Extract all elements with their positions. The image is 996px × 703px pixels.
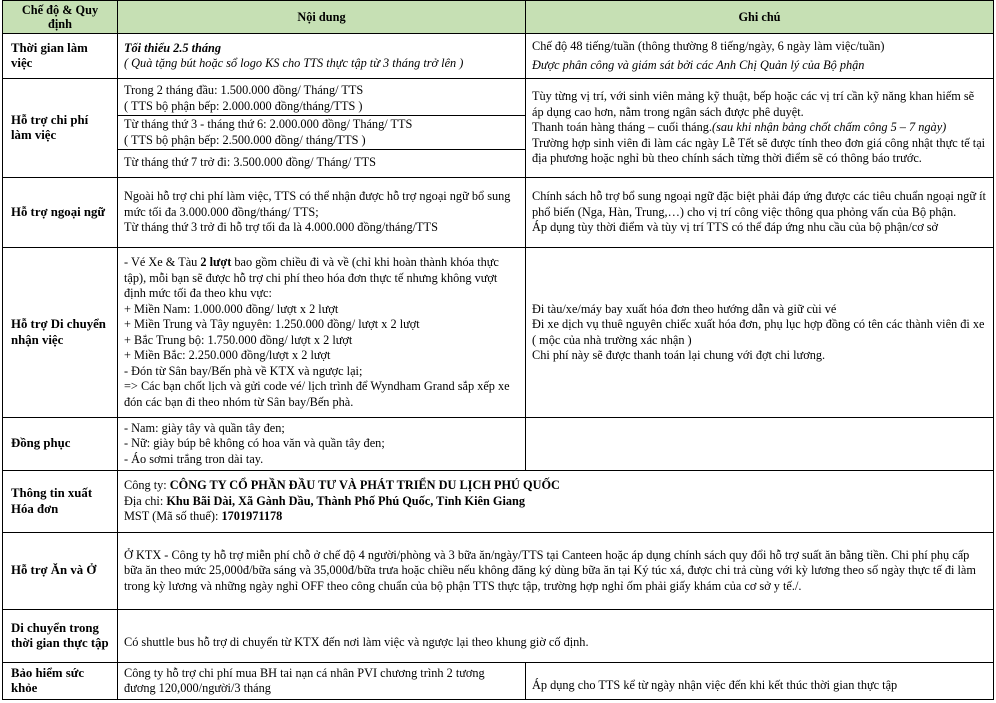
note-line: Trường hợp sinh viên đi làm các ngày Lễ Tết sẽ được tính theo đơn giá công nhật thực tế tại địa phương hoặc nghỉ bù theo chính sách từng thời điểm sẽ có thông báo trước.: [532, 135, 986, 166]
cell-notes: [526, 663, 994, 700]
table-row: [3, 178, 994, 248]
content-line: [124, 494, 987, 510]
table-row: [3, 663, 994, 700]
content-line: Từ tháng thứ 7 trở đi: 3.500.000 đồng/ Tháng/ TTS: [124, 155, 376, 170]
row-label-language: Hỗ trợ ngoại ngữ: [3, 178, 118, 248]
note-line: Áp dụng cho TTS kể từ ngày nhận việc đến khi kết thúc thời gian thực tập: [532, 678, 898, 693]
content-text: Địa chỉ:: [124, 493, 167, 508]
content-line: [124, 509, 987, 525]
note-line: Được phân công và giám sát bởi các Anh Chị Quản lý của Bộ phận: [532, 58, 865, 72]
row-label-insurance: Bảo hiểm sức khỏe: [3, 663, 118, 700]
note-line: Chính sách hỗ trợ bổ sung ngoại ngữ đặc biệt phải đáp ứng được các tiêu chuẩn ngoại ngữ ít phổ biến (Nga, Hàn, Trung,…) cho vị trí công việc thông qua phỏng vấn của Bộ phận.: [532, 189, 986, 219]
note-line: Đi tàu/xe/máy bay xuất hóa đơn theo hướng dẫn và giữ cùi vé: [532, 301, 837, 316]
header-notes: Ghi chú: [526, 1, 994, 34]
content-line: Trong 2 tháng đầu: 1.500.000 đồng/ Tháng/ TTS: [124, 83, 364, 98]
content-text: Công ty:: [124, 478, 170, 493]
content-line: - Nam: giày tây và quần tây đen;: [124, 420, 285, 435]
content-line: Từ tháng thứ 3 - tháng thứ 6: 2.000.000 đồng/ Tháng/ TTS: [124, 117, 413, 132]
table-row: [3, 34, 994, 79]
content-line: ( Quà tặng bút hoặc sổ logo KS cho TTS thực tập từ 3 tháng trở lên ): [124, 56, 464, 70]
cell-notes: [526, 79, 994, 178]
content-line: - Đón từ Sân bay/Bến phà về KTX và ngược lại;: [124, 363, 363, 378]
cell-notes: [526, 34, 994, 79]
content-line: Ngoài hỗ trợ chi phí làm việc, TTS có thể nhận được hỗ trợ ngoại ngữ bổ sung mức tối đa 3.000.000 đồng/tháng/ TTS;: [124, 189, 511, 219]
content-line: - Áo sơmi trắng tron dài tay.: [124, 451, 264, 466]
table-row: [3, 248, 994, 418]
note-text: Thanh toán hàng tháng – cuối tháng.: [532, 120, 712, 135]
note-line: Chi phí này sẽ được thanh toán lại chung với đợt chi lương.: [532, 348, 826, 362]
table-row: [3, 533, 994, 610]
table-row: [3, 418, 994, 471]
content-text: - Vé Xe & Tàu: [124, 255, 201, 269]
cell-content: [118, 533, 994, 610]
note-text-italic: (sau khi nhận bảng chốt chấm công 5 – 7 ngày): [711, 120, 947, 135]
content-line: ( TTS bộ phận bếp: 2.500.000 đồng/ tháng/TTS ): [124, 132, 366, 147]
cell-content: [118, 79, 526, 178]
content-line: [124, 255, 519, 302]
content-text-bold: 2 lượt: [200, 255, 232, 269]
content-line: Tối thiểu 2.5 tháng: [124, 40, 222, 55]
table-row: [3, 471, 994, 533]
company-name: CÔNG TY CỔ PHẦN ĐẦU TƯ VÀ PHÁT TRIỂN DU LỊCH PHÚ QUỐC: [169, 478, 560, 493]
row-label-work-time: Thời gian làm việc: [3, 34, 118, 79]
cell-notes: [526, 418, 994, 471]
note-line: [532, 120, 987, 136]
content-line: - Nữ: giày búp bê không có hoa văn và quần tây đen;: [124, 436, 385, 451]
row-label-food-lodging: Hỗ trợ Ăn và Ở: [3, 533, 118, 610]
note-line: Áp dụng tùy thời điểm và tùy vị trí TTS có thể đáp ứng nhu cầu của bộ phận/cơ sở: [532, 220, 939, 235]
cell-content: [118, 418, 526, 471]
divider: [118, 149, 525, 150]
note-line: Đi xe dịch vụ thuê nguyên chiếc xuất hóa đơn, phụ lục hợp đồng có tên các thành viên đi xe ( mộc của nhà trường xác nhận ): [532, 317, 985, 347]
divider: [118, 115, 525, 116]
content-line: Công ty hỗ trợ chi phí mua BH tai nạn cá nhân PVI chương trình 2 tương đương 120,000/người/3 tháng: [124, 665, 485, 695]
table-row: [3, 79, 994, 178]
cell-content: [118, 34, 526, 79]
content-line: + Miền Bắc: 2.250.000 đồng/lượt x 2 lượt: [124, 348, 331, 362]
content-line: + Miền Nam: 1.000.000 đồng/ lượt x 2 lượt: [124, 301, 339, 316]
row-label-work-cost: Hỗ trợ chi phí làm việc: [3, 79, 118, 178]
content-line: [124, 478, 987, 494]
content-line: => Các bạn chốt lịch và gửi code vé/ lịch trình để Wyndham Grand sắp xếp xe đón các bạn đi theo nhóm từ Sân bay/Bến phà.: [124, 379, 510, 409]
content-line: Có shuttle bus hỗ trợ di chuyển từ KTX đến nơi làm việc và ngược lại theo khung giờ cố định.: [124, 635, 589, 650]
row-label-shuttle: Di chuyển trong thời gian thực tập: [3, 610, 118, 663]
cell-content: [118, 663, 526, 700]
internship-policy-table: [2, 0, 994, 700]
cell-notes: [526, 178, 994, 248]
cell-content: [118, 471, 994, 533]
company-address: Khu Bãi Dài, Xã Gành Dầu, Thành Phố Phú Quốc, Tỉnh Kiên Giang: [166, 493, 526, 508]
cell-content: [118, 248, 526, 418]
tax-code: 1701971178: [221, 509, 283, 524]
content-line: + Miền Trung và Tây nguyên: 1.250.000 đồng/ lượt x 2 lượt: [124, 317, 420, 331]
content-text: bao gồm chiều đi và về (chỉ khi hoàn thành khóa thực tập), mỗi bạn sẽ được hỗ trợ chi phí theo hóa đơn thực tế nhưng không vượt định mức tối đa theo khu vực:: [124, 255, 499, 300]
table-row: [3, 610, 994, 663]
table-header-row: [3, 1, 994, 34]
content-line: Ở KTX - Công ty hỗ trợ miễn phí chỗ ở chế độ 4 người/phòng và 3 bữa ăn/ngày/TTS tại Canteen hoặc áp dụng chính sách quy đổi hỗ trợ suất ăn bằng tiền. Chi phí phụ cấp bữa ăn theo mức 25,000đ/bữa sáng và 35,000đ/bữa trưa hoặc chiều nếu không đăng ký dùng bữa ăn tại Ký túc xá, được chi trả cùng với kỳ lương theo số ngày thực tế đi làm trong kỳ lương và những ngày nghỉ OFF theo công chuẩn của bộ phận TTS thực tập, trường hợp nghỉ ốm phải giấy khám của cơ sở y tế./.: [124, 547, 976, 593]
note-line: Tùy từng vị trí, với sinh viên mảng kỹ thuật, bếp hoặc các vị trí cần kỹ năng khan hiếm sẽ áp dụng cao hơn, nằm trong ngân sách được phê duyệt.: [532, 89, 975, 119]
content-text: MST (Mã số thuế):: [124, 509, 222, 524]
cell-notes: [526, 248, 994, 418]
cell-content: [118, 178, 526, 248]
content-line: ( TTS bộ phận bếp: 2.000.000 đồng/tháng/TTS ): [124, 98, 363, 113]
row-label-travel: Hỗ trợ Di chuyển nhận việc: [3, 248, 118, 418]
content-line: Từ tháng thứ 3 trở đi hỗ trợ tối đa là 4.000.000 đồng/tháng/TTS: [124, 220, 438, 235]
note-line: Chế độ 48 tiếng/tuần (thông thường 8 tiếng/ngày, 6 ngày làm việc/tuần): [532, 38, 885, 53]
row-label-uniform: Đồng phục: [3, 418, 118, 471]
cell-content: [118, 610, 994, 663]
row-label-invoice: Thông tin xuất Hóa đơn: [3, 471, 118, 533]
header-policy: Chế độ & Quy định: [3, 1, 118, 34]
header-content: Nội dung: [118, 1, 526, 34]
content-line: + Bắc Trung bộ: 1.750.000 đồng/ lượt x 2 lượt: [124, 332, 353, 347]
